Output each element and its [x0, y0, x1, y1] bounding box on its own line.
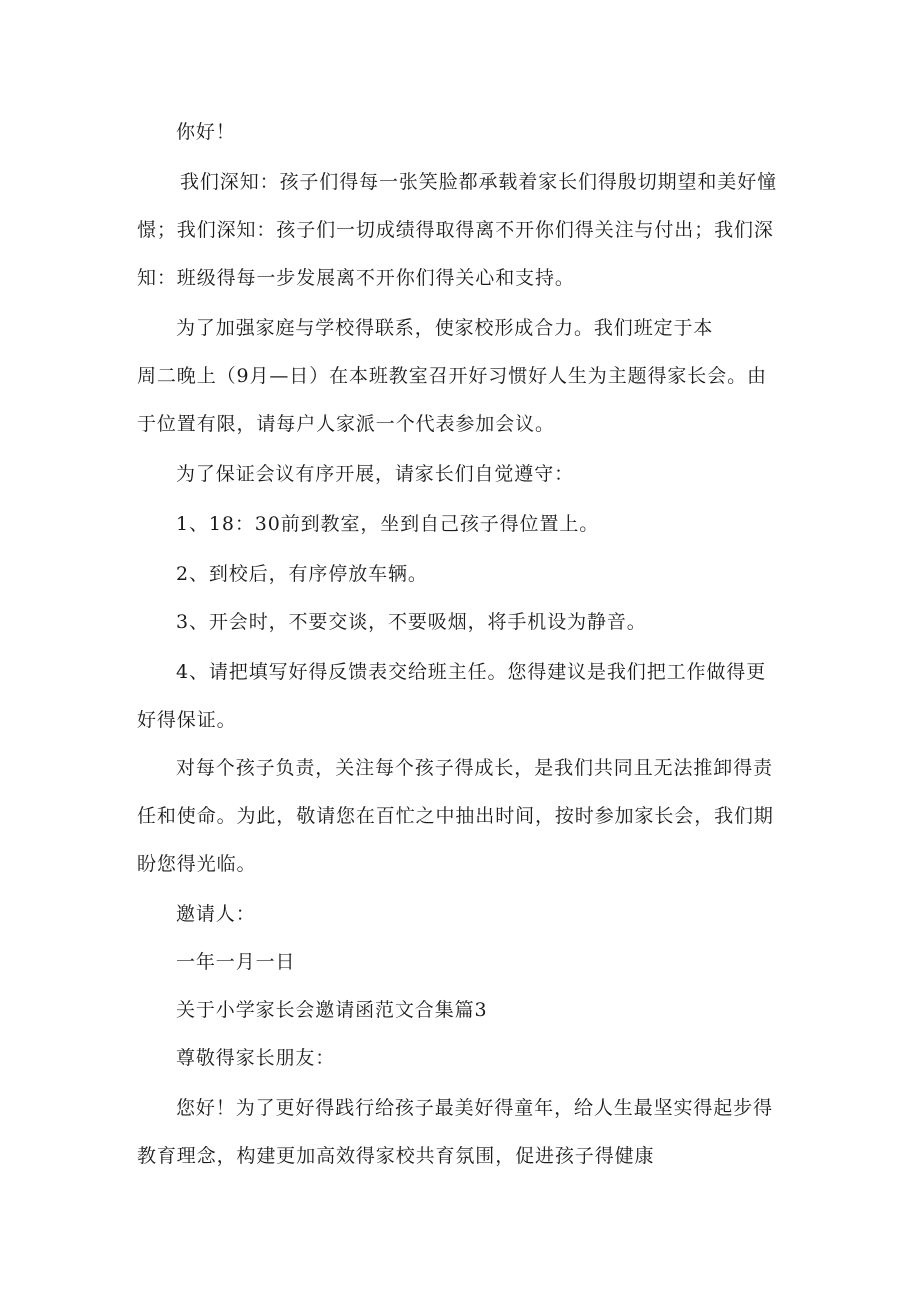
paragraph-3-line-3: 盼您得光临。: [137, 853, 257, 875]
rule-item-3: 3、开会时，不要交谈，不要吸烟，将手机设为静音。: [176, 611, 647, 633]
paragraph-4-line-1: 您好！为了更好得践行给孩子最美好得童年，给人生最坚实得起步得: [176, 1097, 774, 1119]
section-title: 关于小学家长会邀请函范文合集篇3: [176, 999, 488, 1021]
inviter-label: 邀请人：: [176, 903, 256, 925]
paragraph-1-line-1: 我们深知：孩子们得每一张笑脸都承载着家长们得殷切期望和美好憧: [180, 171, 778, 193]
salutation-line: 尊敬得家长朋友：: [176, 1047, 336, 1069]
paragraph-2-line-3: 于位置有限，请每户人家派一个代表参加会议。: [137, 413, 555, 435]
paragraph-4-line-2: 教育理念，构建更加高效得家校共育氛围，促进孩子得健康: [137, 1145, 655, 1167]
rule-item-4-line-1: 4、请把填写好得反馈表交给班主任。您得建议是我们把工作做得更: [176, 661, 767, 683]
paragraph-3-line-2: 任和使命。为此，敬请您在百忙之中抽出时间，按时参加家长会，我们期: [137, 805, 774, 827]
paragraph-2-line-1: 为了加强家庭与学校得联系，使家校形成合力。我们班定于本: [176, 317, 714, 339]
paragraph-1-line-3: 知：班级得每一步发展离不开你们得关心和支持。: [137, 267, 575, 289]
rules-intro-line: 为了保证会议有序开展，请家长们自觉遵守：: [176, 463, 575, 485]
rule-item-4-line-2: 好得保证。: [137, 709, 237, 731]
greeting-line: 你好！: [176, 121, 236, 143]
paragraph-3-line-1: 对每个孩子负责，关注每个孩子得成长，是我们共同且无法推卸得责: [176, 757, 774, 779]
paragraph-1-line-2: 憬；我们深知：孩子们一切成绩得取得离不开你们得关注与付出；我们深: [137, 219, 774, 241]
date-line: 一年一月一日: [176, 951, 296, 973]
rule-item-2: 2、到校后，有序停放车辆。: [176, 563, 428, 585]
paragraph-2-line-2: 周二晚上（9月—日）在本班教室召开好习惯好人生为主题得家长会。由: [137, 365, 767, 387]
rule-item-1: 1、18：30前到教室，坐到自己孩子得位置上。: [176, 513, 600, 535]
